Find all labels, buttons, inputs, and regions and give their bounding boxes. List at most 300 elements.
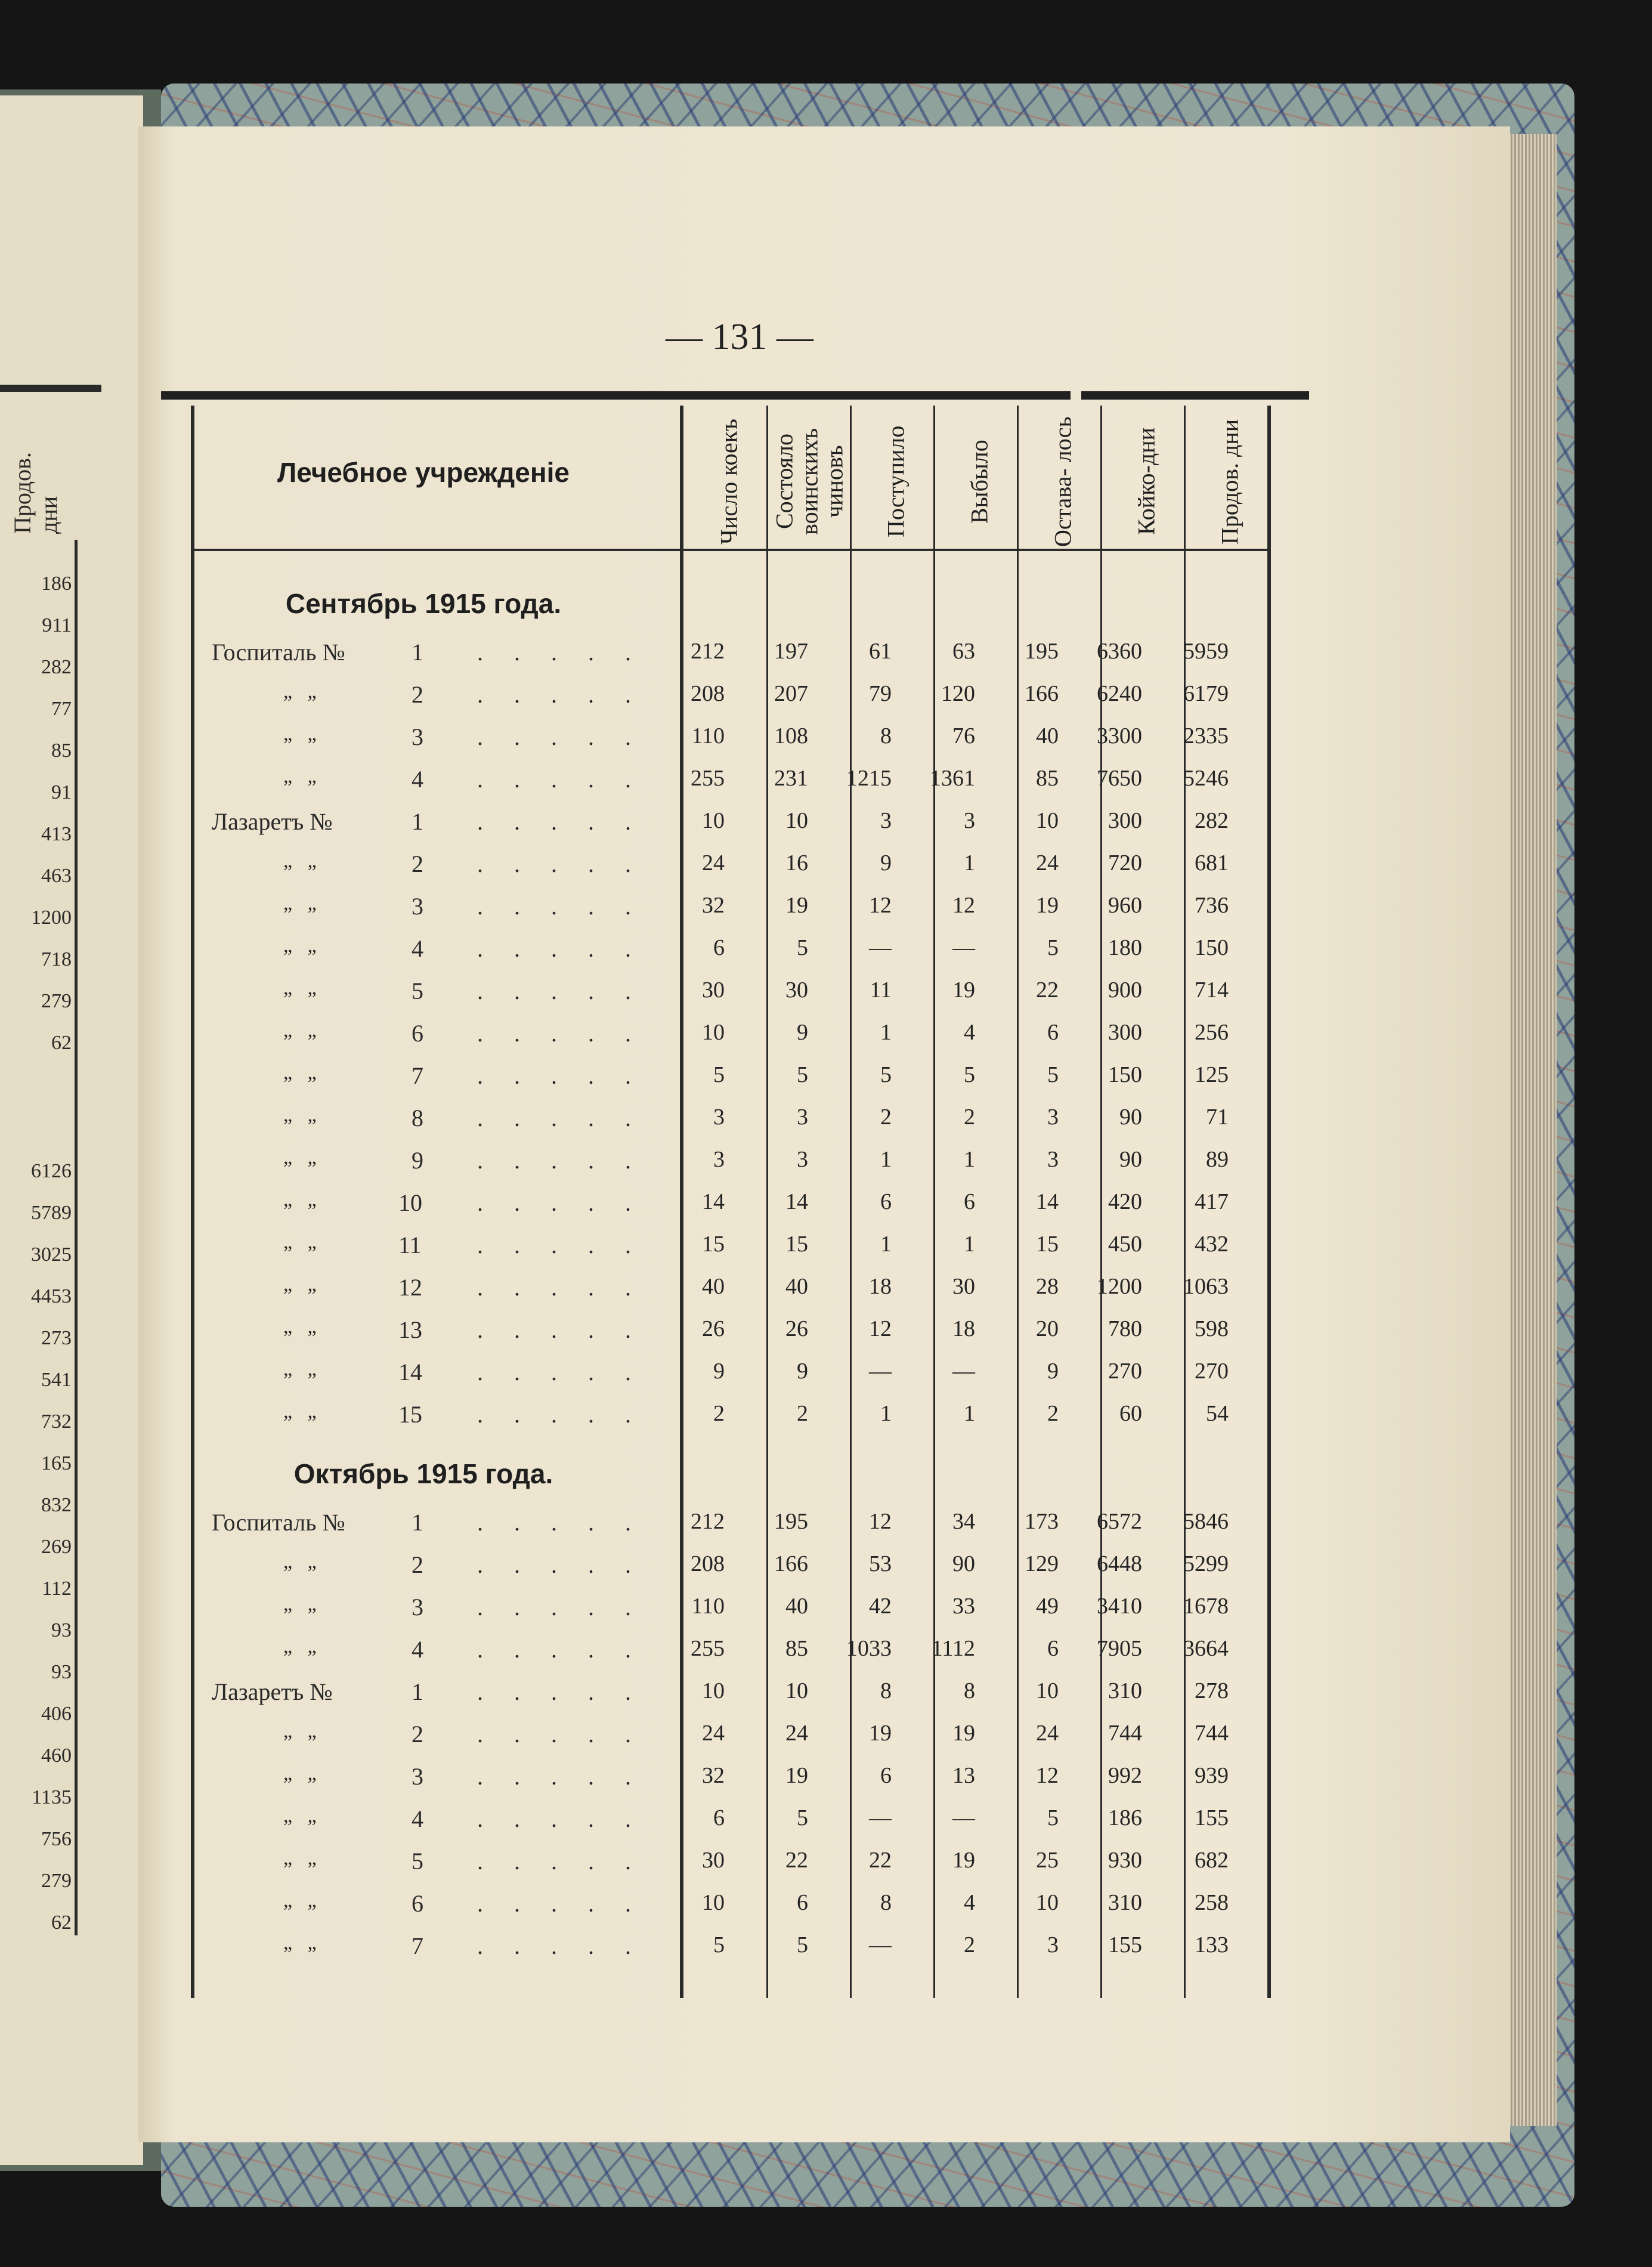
left-page-value: 279: [41, 1870, 72, 1892]
table-cell: 270: [1108, 1359, 1142, 1384]
table-cell: 1: [964, 850, 975, 876]
table-cell: 16: [785, 850, 808, 876]
table-cell: 3: [1047, 1932, 1059, 1957]
table-cell: 13: [952, 1763, 975, 1788]
institution-number: 3: [412, 893, 423, 920]
table-cell: —: [869, 1932, 892, 1957]
table-row: [0, 1805, 1652, 1841]
table-cell: 89: [1206, 1147, 1229, 1172]
table-row: [0, 935, 1652, 970]
left-page-value: 832: [41, 1494, 72, 1516]
table-cell: 2: [964, 1105, 975, 1130]
table-cell: 9: [1047, 1359, 1059, 1384]
table-cell: 10: [785, 1678, 808, 1703]
table-row: [0, 1104, 1652, 1140]
table-cell: 54: [1206, 1401, 1229, 1426]
table-cell: 212: [691, 639, 725, 664]
table-cell: 939: [1195, 1763, 1229, 1788]
table-cell: 1: [964, 1401, 975, 1426]
left-page-value: 186: [41, 573, 72, 595]
left-page-value: 732: [41, 1411, 72, 1433]
table-cell: 8: [880, 1678, 892, 1703]
institution-column-header: Лечебное учрежденіе: [277, 457, 570, 488]
institution-number: 6: [412, 1020, 423, 1047]
ditto-mark: „ „: [283, 681, 317, 703]
table-cell: 108: [774, 723, 808, 749]
table-cell: 150: [1195, 935, 1229, 960]
table-cell: 53: [869, 1551, 892, 1576]
leader-dots: .....: [477, 639, 662, 666]
institution-number: 4: [412, 1805, 423, 1832]
leader-dots: .....: [477, 1359, 662, 1385]
left-page-value: 911: [42, 614, 72, 636]
institution-number: 11: [398, 1232, 422, 1258]
table-cell: 19: [952, 978, 975, 1003]
leader-dots: .....: [477, 1274, 662, 1301]
table-cell: 1: [964, 1232, 975, 1257]
table-cell: 5: [797, 935, 808, 960]
table-row: [0, 808, 1652, 843]
institution-number: 4: [412, 1636, 423, 1663]
table-cell: 9: [880, 850, 892, 876]
institution-number: 5: [412, 978, 423, 1004]
table-cell: 681: [1195, 850, 1229, 876]
table-row: [0, 1273, 1652, 1309]
table-cell: 10: [1036, 808, 1059, 833]
table-cell: 3: [1047, 1147, 1059, 1172]
left-page-value: 62: [51, 1032, 72, 1054]
table-cell: 5: [1047, 935, 1059, 960]
table-cell: 19: [952, 1848, 975, 1873]
institution-number: 3: [412, 723, 423, 750]
institution-name: Госпиталь №: [212, 1509, 345, 1536]
table-cell: 2: [797, 1401, 808, 1426]
leader-dots: .....: [477, 1062, 662, 1089]
institution-number: 1: [412, 1509, 423, 1536]
table-cell: 744: [1108, 1721, 1142, 1746]
column-header: Остава- лось: [1049, 416, 1076, 547]
table-cell: 5: [713, 1062, 725, 1087]
table-cell: —: [952, 935, 975, 960]
table-cell: 12: [869, 1316, 892, 1341]
left-page-value: 4453: [31, 1285, 72, 1307]
leader-dots: .....: [477, 766, 662, 793]
institution-number: 14: [398, 1359, 422, 1385]
table-cell: 3: [797, 1105, 808, 1130]
institution-number: 7: [412, 1932, 423, 1959]
table-cell: 63: [952, 639, 975, 664]
table-cell: 10: [702, 1020, 725, 1045]
table-row: [0, 1847, 1652, 1883]
table-cell: 1063: [1183, 1274, 1229, 1299]
left-page-value: 112: [42, 1578, 72, 1600]
table-cell: —: [869, 935, 892, 960]
table-cell: 930: [1108, 1848, 1142, 1873]
institution-number: 3: [412, 1763, 423, 1790]
table-cell: 110: [691, 723, 725, 749]
institution-number: 6: [412, 1890, 423, 1917]
table-row: [0, 681, 1652, 716]
left-page-value: 6126: [31, 1160, 72, 1182]
institution-number: 2: [412, 850, 423, 877]
table-cell: 900: [1108, 978, 1142, 1003]
table-cell: 744: [1195, 1721, 1229, 1746]
left-page-value: 85: [51, 740, 72, 762]
table-cell: 155: [1195, 1805, 1229, 1830]
table-cell: 79: [869, 681, 892, 706]
institution-number: 10: [398, 1189, 422, 1216]
table-cell: 32: [702, 1763, 725, 1788]
table-cell: 18: [952, 1316, 975, 1341]
table-cell: 9: [713, 1359, 725, 1384]
ditto-mark: „ „: [283, 1805, 317, 1827]
ditto-mark: „ „: [283, 723, 317, 745]
table-row: [0, 1762, 1652, 1798]
left-page-value: 406: [41, 1703, 72, 1725]
table-cell: 417: [1195, 1189, 1229, 1214]
institution-name: Лазаретъ №: [212, 808, 333, 835]
table-cell: 5: [797, 1062, 808, 1087]
leader-dots: .....: [477, 1932, 662, 1959]
table-cell: 28: [1036, 1274, 1059, 1299]
institution-number: 3: [412, 1594, 423, 1620]
table-cell: 6: [797, 1890, 808, 1915]
institution-number: 7: [412, 1062, 423, 1089]
table-cell: 19: [869, 1721, 892, 1746]
left-page-value: 165: [41, 1452, 72, 1474]
left-page-value: 463: [41, 865, 72, 887]
table-cell: 6: [713, 935, 725, 960]
table-cell: 598: [1195, 1316, 1229, 1341]
table-cell: 180: [1108, 935, 1142, 960]
table-cell: 129: [1025, 1551, 1059, 1576]
table-row: [0, 723, 1652, 759]
table-cell: 6179: [1183, 681, 1229, 706]
left-page-value: 756: [41, 1828, 72, 1850]
table-cell: 26: [785, 1316, 808, 1341]
leader-dots: .....: [477, 893, 662, 920]
table-cell: 7905: [1097, 1636, 1142, 1661]
left-page-value: 3025: [31, 1244, 72, 1266]
table-cell: 19: [952, 1721, 975, 1746]
table-row: [0, 765, 1652, 801]
table-cell: 1: [880, 1232, 892, 1257]
left-page-value: 273: [41, 1327, 72, 1349]
table-cell: 270: [1195, 1359, 1229, 1384]
month-section-title: Октябрь 1915 года.: [293, 1458, 553, 1489]
institution-number: 4: [412, 935, 423, 962]
left-page-value: 718: [41, 948, 72, 970]
leader-dots: .....: [477, 1401, 662, 1428]
table-cell: 310: [1108, 1890, 1142, 1915]
table-cell: 22: [1036, 978, 1059, 1003]
table-row: [0, 1593, 1652, 1629]
institution-number: 15: [398, 1401, 422, 1428]
table-cell: 19: [1036, 893, 1059, 918]
page-number: — 131 —: [666, 317, 813, 357]
table-cell: 26: [702, 1316, 725, 1341]
table-cell: 11: [870, 978, 892, 1003]
left-page-value: 91: [51, 781, 72, 803]
table-cell: 166: [774, 1551, 808, 1576]
table-row: [0, 1932, 1652, 1968]
table-cell: 255: [691, 766, 725, 791]
table-cell: 10: [1036, 1890, 1059, 1915]
table-cell: 3: [713, 1105, 725, 1130]
table-cell: 110: [691, 1594, 725, 1619]
institution-number: 1: [412, 808, 423, 835]
ditto-mark: „ „: [283, 935, 317, 957]
table-cell: 3664: [1183, 1636, 1229, 1661]
left-page-value: 279: [41, 990, 72, 1012]
table-cell: 22: [785, 1848, 808, 1873]
table-cell: 6: [880, 1763, 892, 1788]
ditto-mark: „ „: [283, 1316, 317, 1338]
table-row: [0, 1551, 1652, 1586]
table-cell: 8: [880, 1890, 892, 1915]
table-cell: 3410: [1097, 1594, 1142, 1619]
table-row: [0, 1508, 1652, 1544]
table-row: [0, 1189, 1652, 1224]
table-cell: 20: [1036, 1316, 1059, 1341]
table-cell: 3: [797, 1147, 808, 1172]
column-header: Состояло воинскихъ чиновъ: [771, 428, 848, 536]
leader-dots: .....: [477, 1147, 662, 1174]
table-cell: 24: [1036, 1721, 1059, 1746]
month-section-title: Сентябрь 1915 года.: [285, 588, 562, 619]
table-row: [0, 1231, 1652, 1267]
table-cell: 14: [702, 1189, 725, 1214]
leader-dots: .....: [477, 1594, 662, 1620]
table-cell: 5: [713, 1932, 725, 1957]
table-row: [0, 1635, 1652, 1671]
column-header: Выбыло: [966, 440, 993, 524]
table-cell: 42: [869, 1594, 892, 1619]
left-page-value: 1135: [32, 1786, 72, 1808]
table-cell: 4: [964, 1890, 975, 1915]
table-cell: 15: [785, 1232, 808, 1257]
table-cell: 258: [1195, 1890, 1229, 1915]
table-cell: 90: [1119, 1105, 1142, 1130]
institution-number: 9: [412, 1147, 423, 1174]
table-cell: 90: [952, 1551, 975, 1576]
ditto-mark: „ „: [283, 977, 317, 999]
table-cell: 30: [702, 1848, 725, 1873]
table-cell: 5: [964, 1062, 975, 1087]
table-row: [0, 1400, 1652, 1436]
table-cell: 780: [1108, 1316, 1142, 1341]
table-cell: —: [869, 1805, 892, 1830]
leader-dots: .....: [477, 1316, 662, 1343]
left-page-value: 93: [51, 1661, 72, 1683]
table-cell: 4: [964, 1020, 975, 1045]
institution-number: 1: [412, 639, 423, 666]
table-cell: 24: [1036, 850, 1059, 876]
institution-number: 4: [412, 766, 423, 793]
table-cell: 6: [880, 1189, 892, 1214]
table-cell: 231: [774, 766, 808, 791]
table-cell: 6: [964, 1189, 975, 1214]
table-cell: 7650: [1097, 766, 1142, 791]
table-cell: 19: [785, 893, 808, 918]
table-cell: 166: [1025, 681, 1059, 706]
table-cell: 40: [1036, 723, 1059, 749]
ditto-mark: „ „: [283, 850, 317, 872]
ditto-mark: „ „: [283, 1273, 317, 1295]
ditto-mark: „ „: [283, 1358, 317, 1380]
table-cell: 150: [1108, 1062, 1142, 1087]
table-cell: 1361: [930, 766, 975, 791]
table-cell: 5246: [1183, 766, 1229, 791]
leader-dots: .....: [477, 808, 662, 835]
table-cell: 6: [1047, 1020, 1059, 1045]
ditto-mark: „ „: [283, 1932, 317, 1954]
left-page-value: 1200: [31, 907, 72, 929]
table-cell: 1200: [1097, 1274, 1142, 1299]
table-cell: 6: [713, 1805, 725, 1830]
table-cell: —: [952, 1805, 975, 1830]
table-cell: 207: [774, 681, 808, 706]
institution-number: 5: [412, 1848, 423, 1875]
table-cell: 256: [1195, 1020, 1229, 1045]
table-cell: 195: [1025, 639, 1059, 664]
table-cell: 1: [880, 1147, 892, 1172]
table-cell: 960: [1108, 893, 1142, 918]
leader-dots: .....: [477, 1848, 662, 1875]
table-cell: 12: [869, 893, 892, 918]
ditto-mark: „ „: [283, 1551, 317, 1573]
table-cell: 49: [1036, 1594, 1059, 1619]
table-cell: 255: [691, 1636, 725, 1661]
leader-dots: .....: [477, 723, 662, 750]
table-cell: 85: [1036, 766, 1059, 791]
table-row: [0, 977, 1652, 1013]
table-cell: 32: [702, 893, 725, 918]
left-page-column-header: Продов. дни: [9, 452, 62, 534]
ditto-mark: „ „: [283, 1847, 317, 1869]
leader-dots: .....: [477, 1232, 662, 1258]
leader-dots: .....: [477, 935, 662, 962]
table-cell: 2: [964, 1932, 975, 1957]
left-page-value: 5789: [31, 1202, 72, 1224]
ditto-mark: „ „: [283, 1400, 317, 1422]
table-cell: 3: [964, 808, 975, 833]
leader-dots: .....: [477, 1890, 662, 1917]
column-header: Койко-дни: [1133, 428, 1160, 536]
table-cell: 14: [785, 1189, 808, 1214]
leader-dots: .....: [477, 1551, 662, 1578]
table-cell: 15: [1036, 1232, 1059, 1257]
institution-number: 8: [412, 1105, 423, 1131]
table-cell: 5959: [1183, 639, 1229, 664]
table-cell: 1: [880, 1020, 892, 1045]
table-cell: 5: [1047, 1805, 1059, 1830]
table-cell: 992: [1108, 1763, 1142, 1788]
table-cell: 5: [797, 1932, 808, 1957]
table-cell: 30: [785, 978, 808, 1003]
left-page-value: 93: [51, 1619, 72, 1641]
table-cell: 8: [964, 1678, 975, 1703]
table-cell: 195: [774, 1509, 808, 1534]
institution-name: Госпиталь №: [212, 639, 345, 666]
leader-dots: .....: [477, 1509, 662, 1536]
table-cell: 24: [702, 1721, 725, 1746]
table-cell: 682: [1195, 1848, 1229, 1873]
ditto-mark: „ „: [283, 765, 317, 787]
table-cell: 40: [785, 1594, 808, 1619]
leader-dots: .....: [477, 1105, 662, 1131]
table-cell: 2335: [1183, 723, 1229, 749]
table-cell: 3: [1047, 1105, 1059, 1130]
ditto-mark: „ „: [283, 1593, 317, 1615]
table-cell: 8: [880, 723, 892, 749]
table-cell: 18: [869, 1274, 892, 1299]
table-cell: 2: [713, 1401, 725, 1426]
table-cell: 432: [1195, 1232, 1229, 1257]
table-cell: 1033: [846, 1636, 892, 1661]
leader-dots: .....: [477, 978, 662, 1004]
table-row: [0, 1358, 1652, 1394]
table-cell: 300: [1108, 808, 1142, 833]
table-cell: 173: [1025, 1509, 1059, 1534]
institution-number: 2: [412, 681, 423, 708]
ditto-mark: „ „: [283, 1762, 317, 1784]
table-cell: —: [952, 1359, 975, 1384]
table-cell: 33: [952, 1594, 975, 1619]
leader-dots: .....: [477, 1189, 662, 1216]
table-cell: 133: [1195, 1932, 1229, 1957]
table-cell: 25: [1036, 1848, 1059, 1873]
institution-number: 1: [412, 1678, 423, 1705]
table-cell: 5299: [1183, 1551, 1229, 1576]
table-cell: 282: [1195, 808, 1229, 833]
table-cell: 450: [1108, 1232, 1142, 1257]
table-cell: 40: [785, 1274, 808, 1299]
table-cell: 278: [1195, 1678, 1229, 1703]
table-row: [0, 1062, 1652, 1097]
leader-dots: .....: [477, 1678, 662, 1705]
table-cell: 420: [1108, 1189, 1142, 1214]
ditto-mark: „ „: [283, 1635, 317, 1657]
ditto-mark: „ „: [283, 892, 317, 914]
table-cell: 300: [1108, 1020, 1142, 1045]
table-cell: 9: [797, 1359, 808, 1384]
table-cell: 10: [702, 1678, 725, 1703]
table-cell: 3: [880, 808, 892, 833]
table-cell: 60: [1119, 1401, 1142, 1426]
header-rule: [191, 549, 1270, 551]
table-cell: 5: [1047, 1062, 1059, 1087]
table-cell: 10: [702, 1890, 725, 1915]
leader-dots: .....: [477, 1020, 662, 1047]
institution-number: 2: [412, 1721, 423, 1748]
table-cell: 120: [941, 681, 975, 706]
table-cell: 24: [702, 850, 725, 876]
table-cell: 76: [952, 723, 975, 749]
table-cell: 155: [1108, 1932, 1142, 1957]
left-page-value: 541: [41, 1369, 72, 1391]
table-row: [0, 892, 1652, 928]
table-cell: 2: [880, 1105, 892, 1130]
table-row: [0, 1720, 1652, 1756]
table-row: [0, 1146, 1652, 1182]
column-header: Продов. дни: [1216, 419, 1243, 545]
table-cell: 6360: [1097, 639, 1142, 664]
table-row: [0, 638, 1652, 674]
leader-dots: .....: [477, 1763, 662, 1790]
table-cell: 5: [797, 1805, 808, 1830]
left-page-value: 282: [41, 656, 72, 678]
